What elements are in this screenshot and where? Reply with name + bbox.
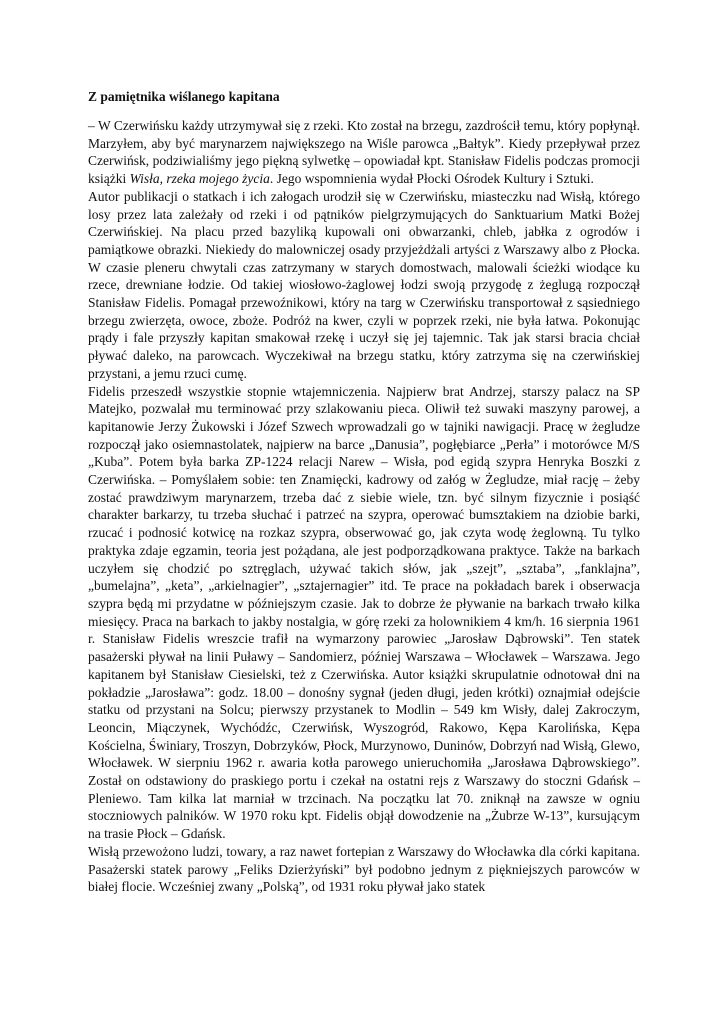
paragraph-3: Fidelis przeszedł wszystkie stopnie wtajemniczenia. Najpierw brat Andrzej, starszy palacz na SP Matejko, pozwalał mu terminować przy szlakowaniu pieca. Oliwił też suwaki maszyny parowej, a kapitanowie Jerzy Żukowski i Józef Szwech wprowadzali go w tajniki nawigacji. Pracę w żegludze rozpoczął jako osiemnastolatek, najpierw na barce „Danusia”, pogłębiarce „Perła” i motorówce M/S „Kuba”. Potem była barka ZP-1224 relacji Narew – Wisła, pod egidą szypra Henryka Boszki z Czerwińska. – Pomyślałem sobie: ten Znamięcki, kadrowy od załóg w Żegludze, miał rację – żeby zostać prawdziwym marynarzem, trzeba dać z siebie wiele, tzn. być silnym fizycznie i posiąść charakter barkarzy, tu trzeba słuchać i patrzeć na szypra, operować bumsztakiem na dziobie barki, rzucać i podnosić kotwicę na rozkaz szypra, obserwować go, jak czyta wodę żeglowną. Tu tylko praktyka zdaje egzamin, teoria jest pożądana, ale jest podporządkowana praktyce. Także na barkach uczyłem się chodzić po sztręglach, używać takich słów, jak „szejt”, „sztaba”, „fanklajna”, „bumelajna”, „keta”, „arkielnagier”, „sztajernagier” itd. Te prace na pokładach barek i obserwacja szypra będą mi przydatne w późniejszym czasie. Jak to dobrze że pływanie na barkach trwało kilka miesięcy. Praca na barkach to jakby nostalgia, w górę rzeki za holownikiem 4 km/h. 16 sierpnia 1961 r. Stanisław Fidelis wreszcie trafił na wymarzony parowiec „Jarosław Dąbrowski”. Ten statek pasażerski pływał na linii Puławy – Sandomierz, później Warszawa – Włocławek – Warszawa. Jego kapitanem był Stanisław Ciesielski, też z Czerwińska. Autor książki skrupulatnie odnotował dni na pokładzie „Jarosława”: godz. 18.00 – donośny sygnał (jeden długi, jeden krótki) oznajmiał odejście statku od przystani na Solcu; pierwszy przystanek to Modlin – 549 km Wisły, dalej Zakroczym, Leoncin, Miączynek, Wychódźc, Czerwińsk, Wyszogród, Rakowo, Kępa Karolińska, Kępa Kościelna, Świniary, Troszyn, Dobrzyków, Płock, Murzynowo, Duninów, Dobrzyń nad Wisłą, Glewo, Włocławek. W sierpniu 1962 r. awaria kotła parowego unieruchomiła „Jarosława Dąbrowskiego”. Został on odstawiony do praskiego portu i czekał na ostatni rejs z Warszawy do stoczni Gdańsk – Pleniewo. Tam kilka lat marniał w trzcinach. Na początku lat 70. zniknął na zawsze w ogniu stoczniowych palników. W 1970 roku kpt. Fidelis objął dowodzenie na „Żubrze W-13”, kursującym na trasie Płock – Gdańsk.: [88, 383, 640, 842]
article-title: Z pamiętnika wiślanego kapitana: [88, 89, 280, 104]
article-body: [88, 117, 640, 896]
paragraph-4: Wisłą przewożono ludzi, towary, a raz nawet fortepian z Warszawy do Włocławka dla córki kapitana. Pasażerski statek parowy „Feliks Dzierżyński” był podobno jednym z piękniejszych parowców w białej flocie. Wcześniej zwany „Polską”, od 1931 roku pływał jako statek: [88, 843, 640, 895]
book-title: Wisła, rzeka mojego życia: [129, 171, 270, 187]
paragraph-1-text: – W Czerwińsku każdy utrzymywał się z rzeki. Kto został na brzegu, zazdrościł temu, który popłynął. Marzyłem, aby być marynarzem największego na Wiśle parowca „Bałtyk”. Kiedy przepływał przez Czerwińsk, podziwialiśmy jego piękną sylwetkę – opowiadał kpt. Stanisław Fidelis podczas promocji książki: [88, 118, 640, 187]
paragraph-1-text-end: . Jego wspomnienia wydał Płocki Ośrodek Kultury i Sztuki.: [269, 171, 594, 187]
paragraph-1: [88, 117, 640, 188]
paragraph-2: Autor publikacji o statkach i ich załogach urodził się w Czerwińsku, miasteczku nad Wisłą, którego losy przez lata zależały od rzeki i od pątników pielgrzymujących do Sanktuarium Matki Bożej Czerwińskiej. Na placu przed bazyliką kupowali oni obwarzanki, chleb, jabłka z ogrodów i pamiątkowe obrazki. Niekiedy do malowniczej osady przyjeżdżali artyści z Warszawy albo z Płocka. W czasie pleneru chwytali czas zatrzymany w starych domostwach, malowali ścieżki wiodące ku rzece, drewniane łodzie. Od takiej wiosłowo-żaglowej łodzi swoją przygodę z żeglugą rozpoczął Stanisław Fidelis. Pomagał przewoźnikowi, który na targ w Czerwińsku transportował z sąsiedniego brzegu zwierzęta, owoce, zboże. Podróż na kwer, czyli w poprzek rzeki, nie była łatwa. Pokonując prądy i fale przyszły kapitan smakował rzekę i uczył się jej tajemnic. Tak jak starsi bracia chciał pływać daleko, na parowcach. Wyczekiwał na brzegu statku, który zatrzyma się na czerwińskiej przystani, a jemu rzuci cumę.: [88, 188, 640, 381]
